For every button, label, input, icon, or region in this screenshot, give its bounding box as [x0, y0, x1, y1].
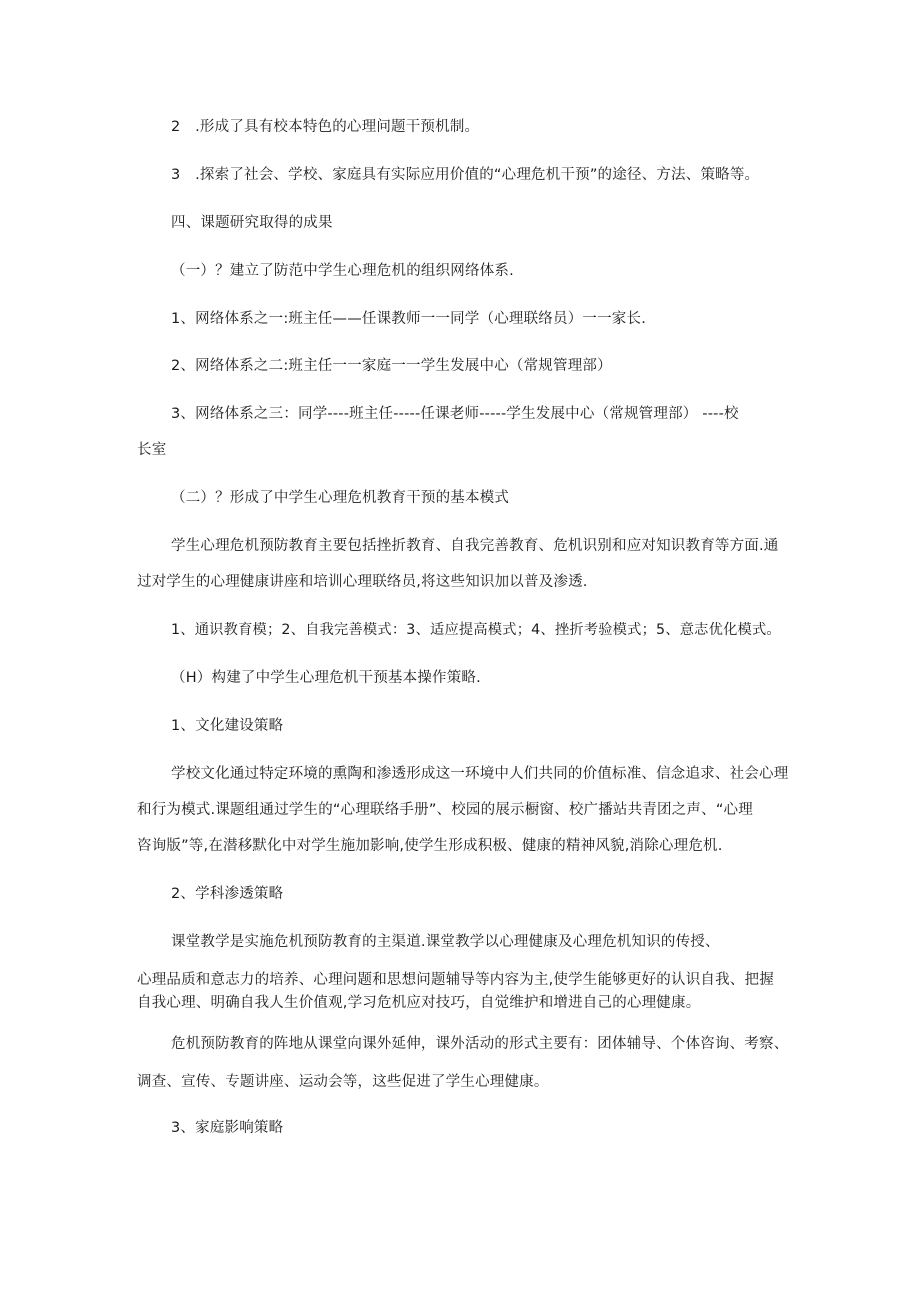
subheading-network-system: （一）？建立了防范中学生心理危机的组织网络体系.	[171, 263, 514, 279]
item-3-intervention-approaches: 3 .探索了社会、学校、家庭具有实际应用价值的“心理危机干预”的途径、方法、策略等。	[171, 167, 760, 183]
strategy-2-heading: 2、学科渗透策略	[171, 886, 284, 902]
subheading-basic-model: （二）？形成了中学生心理危机教育干预的基本模式	[171, 490, 510, 506]
paragraph-extracurricular-line1: 危机预防教育的阵地从课堂向课外延伸，课外活动的形式主要有：团体辅导、个体咨询、考察、	[171, 1036, 789, 1052]
strategy-1-heading: 1、文化建设策略	[171, 718, 284, 734]
paragraph-classroom-line1: 课堂教学是实施危机预防教育的主渠道.课堂教学以心理健康及心理危机知识的传授、	[171, 934, 720, 950]
network-item-3-continuation: 长室	[137, 442, 167, 458]
paragraph-culture-line3: 咨询版”等,在潜移默化中对学生施加影响,使学生形成积极、健康的精神风貌,消除心理危机.	[137, 838, 723, 854]
paragraph-classroom-line2: 心理品质和意志力的培养、心理问题和思想问题辅导等内容为主,使学生能够更好的认识自我、把握	[137, 972, 774, 988]
model-list: 1、通识教育模；2、自我完善模式：3、适应提高模式；4、挫折考验模式；5、意志优化模式。	[171, 622, 781, 638]
strategy-3-heading: 3、家庭影响策略	[171, 1120, 284, 1136]
section-heading-results: 四、课题研究取得的成果	[171, 215, 333, 231]
paragraph-extracurricular-line2: 调查、宣传、专题讲座、运动会等，这些促进了学生心理健康。	[137, 1074, 549, 1090]
network-item-3: 3、网络体系之三：同学----班主任-----任课老师-----学生发展中心（常规管理部） ----校	[171, 406, 739, 422]
paragraph-culture-line2: 和行为模式.课题组通过学生的“心理联络手册”、校园的展示橱窗、校广播站共青团之声、“心理	[137, 802, 753, 818]
subheading-operation-strategy: （H）构建了中学生心理危机干预基本操作策略.	[171, 670, 481, 686]
item-2-intervention-mechanism: 2 .形成了具有校本特色的心理问题干预机制。	[171, 119, 480, 135]
paragraph-classroom-line3: 自我心理、明确自我人生价值观,学习危机应对技巧，自觉维护和增进自己的心理健康。	[137, 995, 701, 1011]
paragraph-prevention-education-line2: 过对学生的心理健康讲座和培训心理联络员,将这些知识加以普及渗透.	[137, 574, 588, 590]
network-item-1: 1、网络体系之一:班主任——任课教师一一同学（心理联络员）一一家长.	[171, 311, 647, 327]
paragraph-culture-line1: 学校文化通过特定环境的熏陶和渗透形成这一环境中人们共同的价值标准、信念追求、社会心理	[171, 766, 789, 782]
network-item-2: 2、网络体系之二:班主任一一家庭一一学生发展中心（常规管理部）	[171, 358, 612, 374]
paragraph-prevention-education-line1: 学生心理危机预防教育主要包括挫折教育、自我完善教育、危机识别和应对知识教育等方面.通	[171, 538, 779, 554]
